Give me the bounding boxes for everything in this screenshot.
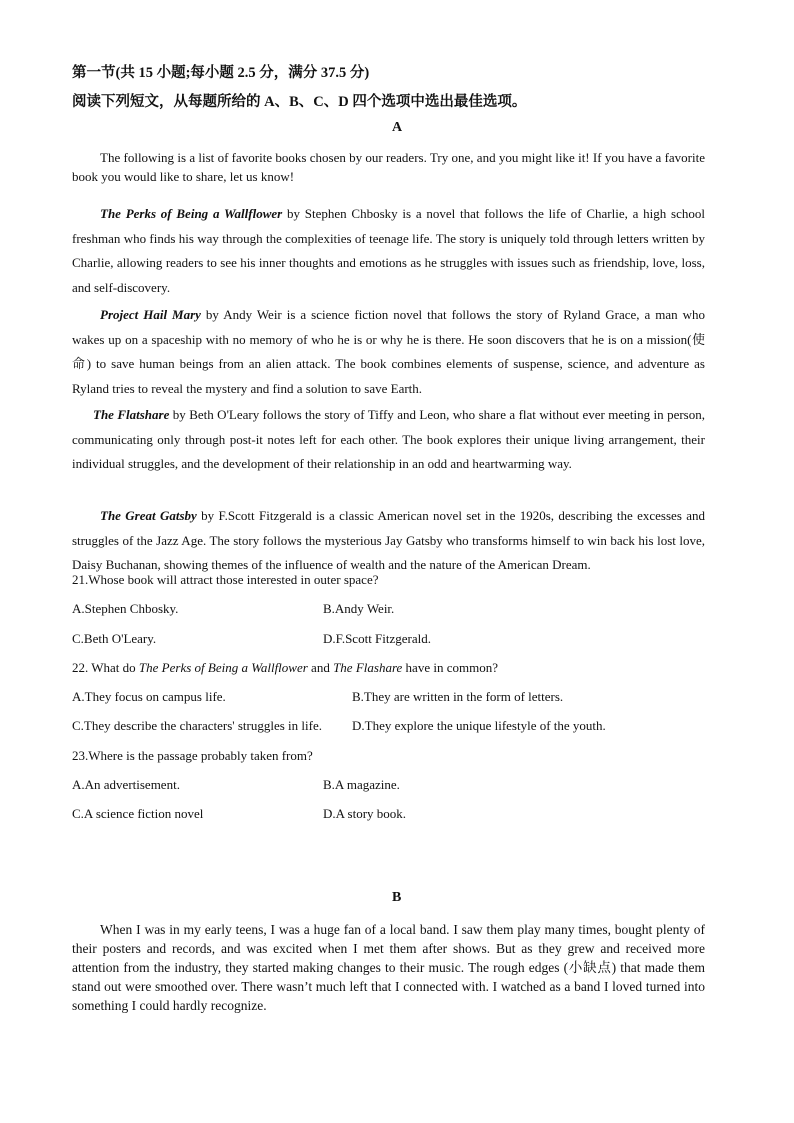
book-title: Project Hail Mary: [100, 307, 201, 322]
book-entry: Project Hail Mary by Andy Weir is a science fiction novel that follows the story of Ryland Grace, a man who wakes up on a spaceship with no memory of who he is or why he is there. He soon discovers that he is on a mission(使命) to save human beings from an alien attack. The book combines elements of suspense, science, and adventure as Ryland tries to reveal the mystery and find a solution to save Earth.: [72, 307, 705, 396]
section-heading: 第一节(共 15 小题;每小题 2.5 分，满分 37.5 分): [72, 65, 370, 81]
question-21-option-a[interactable]: A.Stephen Chbosky.: [72, 601, 179, 616]
question-22-option-d[interactable]: D.They explore the unique lifestyle of the youth.: [352, 718, 606, 733]
book-title: The Flatshare: [93, 407, 170, 422]
passage-b-label: B: [392, 890, 402, 905]
book-entry: The Great Gatsby by F.Scott Fitzgerald is a classic American novel set in the 1920s, describing the excesses and struggles of the Jazz Age. The story follows the mysterious Jay Gatsby who transforms himself to win back his lost love, Daisy Buchanan, showing themes of the influence of wealth and the nature of the American Dream.: [72, 508, 705, 572]
instructions: 阅读下列短文，从每题所给的 A、B、C、D 四个选项中选出最佳选项。: [72, 94, 527, 110]
book-entry: The Flatshare by Beth O'Leary follows the story of Tiffy and Leon, who share a flat without ever meeting in person, communicating only through post-it notes left for each other. The book explores their unique living arrangement, their individual struggles, and the development of their relationship in an odd and heartwarming way.: [72, 407, 705, 471]
passage-a-intro: The following is a list of favorite books chosen by our readers. Try one, and you might like it! If you have a favorite book you would like to share, let us know!: [72, 150, 705, 184]
question-23-option-b[interactable]: B.A magazine.: [323, 777, 400, 792]
question-23-option-d[interactable]: D.A story book.: [323, 806, 407, 821]
question-22-option-a[interactable]: A.They focus on campus life.: [72, 689, 226, 704]
question-23-option-a[interactable]: A.An advertisement.: [72, 777, 180, 792]
passage-a-label: A: [392, 120, 403, 135]
book-title: The Perks of Being a Wallflower: [100, 206, 283, 221]
question-21-option-d[interactable]: D.F.Scott Fitzgerald.: [323, 631, 432, 646]
question-21-stem: 21.Whose book will attract those interested in outer space?: [72, 572, 379, 587]
question-22-option-c[interactable]: C.They describe the characters' struggles in life.: [72, 718, 322, 733]
question-21-option-c[interactable]: C.Beth O'Leary.: [72, 631, 157, 646]
question-23-stem: 23.Where is the passage probably taken from?: [72, 748, 313, 763]
book-entry: The Perks of Being a Wallflower by Stephen Chbosky is a novel that follows the life of Charlie, a high school freshman who finds his way through the complexities of teenage life. The story is uniquely told through letters written by Charlie, allowing readers to see his inner thoughts and emotions as he struggles with issues such as friendship, love, loss, and self-discovery.: [72, 206, 705, 295]
passage-b-text: When I was in my early teens, I was a huge fan of a local band. I saw them play many times, bought plenty of their posters and records, and was excited when I met them after shows. But as they grew and received more attention from the industry, they started making changes to their music. The rough edges (小缺点) that made them stand out were smoothed over. There wasn’t much left that I connected with. I watched as a band I loved turned into something I could hardly recognize.: [72, 922, 705, 1013]
question-21-option-b[interactable]: B.Andy Weir.: [323, 601, 395, 616]
book-title: The Great Gatsby: [100, 508, 197, 523]
question-22-stem: 22. What do The Perks of Being a Wallflower and The Flashare have in common?: [72, 660, 498, 675]
question-22-option-b[interactable]: B.They are written in the form of letters.: [352, 689, 564, 704]
question-23-option-c[interactable]: C.A science fiction novel: [72, 806, 204, 821]
